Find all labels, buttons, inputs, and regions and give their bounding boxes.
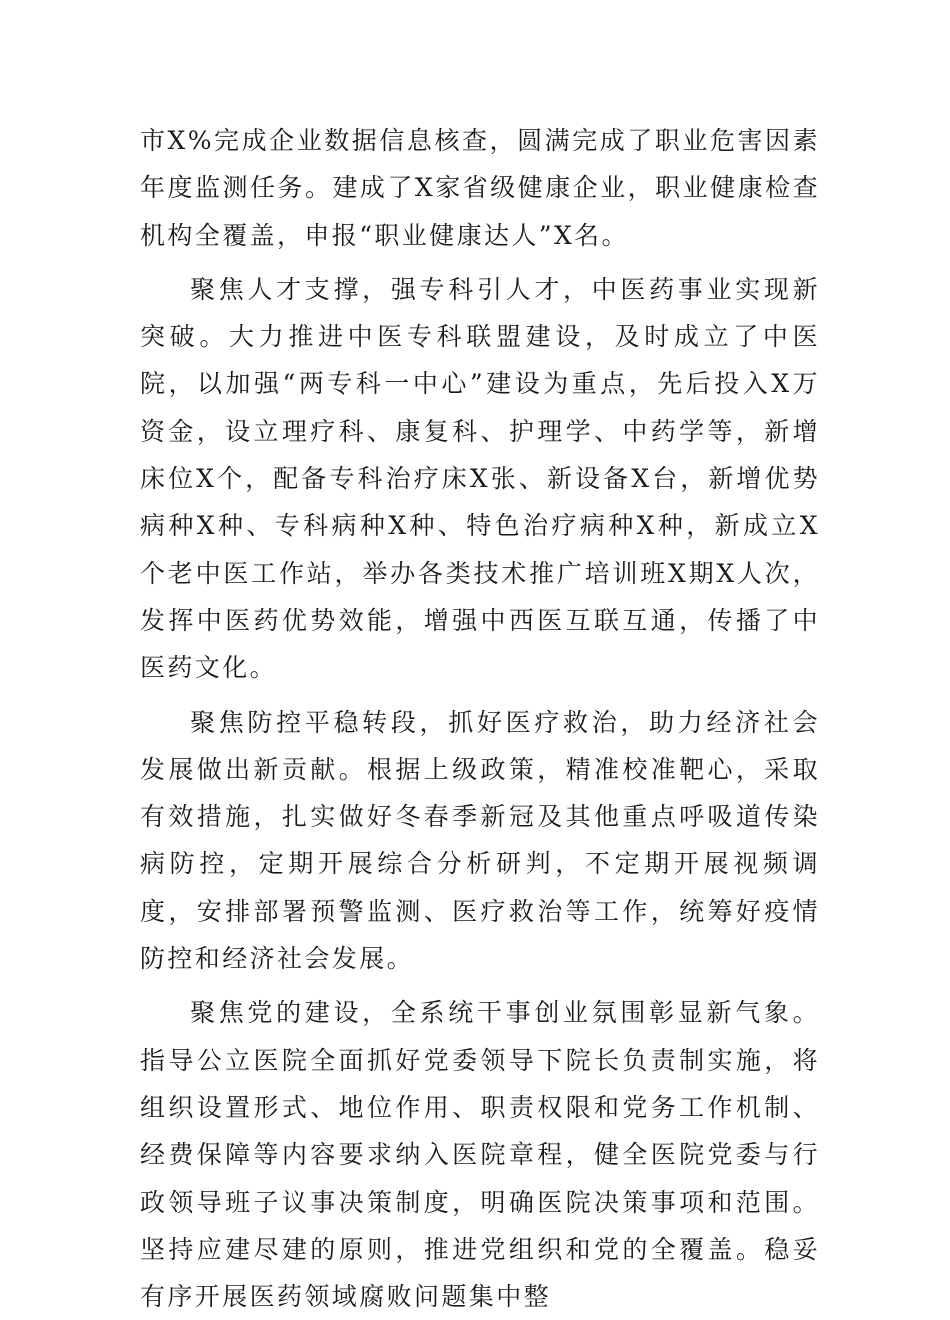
paragraph-occupational-health: 市X%完成企业数据信息核查，圆满完成了职业危害因素年度监测任务。建成了X家省级健康企业，职业健康检查机构全覆盖，申报“职业健康达人”X名。	[140, 126, 820, 250]
paragraph-party-building: 聚焦党的建设，全系统干事创业氛围彰显新气象。指导公立医院全面抓好党委领导下院长负责制实施，将组织设置形式、地位作用、职责权限和党务工作机制、经费保障等内容要求纳入医院章程，健全医院党委与行政领导班子议事决策制度，明确医院决策事项和范围。坚持应建尽建的原则，推进党组织和党的全覆盖。稳妥有序开展医药领域腐败问题集中整	[140, 998, 820, 1312]
paragraph-epidemic-control: 聚焦防控平稳转段，抓好医疗救治，助力经济社会发展做出新贡献。根据上级政策，精准校准靶心，采取有效措施，扎实做好冬春季新冠及其他重点呼吸道传染病防控，定期开展综合分析研判，不定期开展视频调度，安排部署预警监测、医疗救治等工作，统筹好疫情防控和经济社会发展。	[140, 707, 820, 974]
paragraph-tcm-talent: 聚焦人才支撑，强专科引人才，中医药事业实现新突破。大力推进中医专科联盟建设，及时成立了中医院，以加强“两专科一中心”建设为重点，先后投入X万资金，设立理疗科、康复科、护理学、中药学等，新增床位X个，配备专科治疗床X张、新设备X台，新增优势病种X种、专科病种X种、特色治疗病种X种，新成立X个老中医工作站，举办各类技术推广培训班X期X人次，发挥中医药优势效能，增强中西医互联互通，传播了中医药文化。	[140, 274, 820, 683]
document-body	[140, 117, 820, 1320]
